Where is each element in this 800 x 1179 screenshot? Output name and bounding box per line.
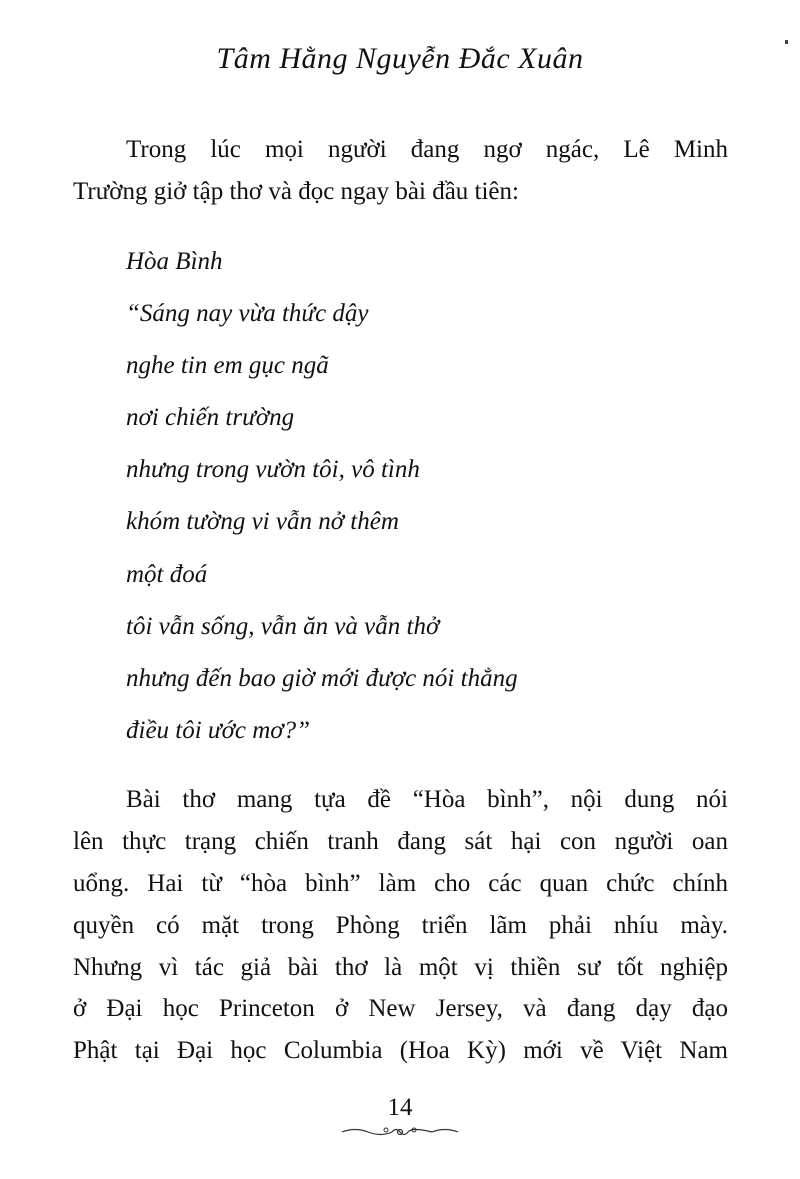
- paragraph-line: uổng. Hai từ “hòa bình” làm cho các quan chức chính: [73, 870, 728, 897]
- paragraph-line: lên thực trạng chiến tranh đang sát hại con người oan: [73, 828, 728, 855]
- paragraph-line: ở Đại học Princeton ở New Jersey, và đang dạy đạo: [73, 995, 728, 1022]
- ornament-divider-icon: [340, 1124, 460, 1140]
- page-number: 14: [387, 1094, 413, 1121]
- running-header: Tâm Hằng Nguyễn Đắc Xuân: [216, 42, 584, 75]
- poem-line: nghe tin em gục ngã: [126, 352, 329, 379]
- poem-title: Hòa Bình: [126, 248, 223, 275]
- poem-line: “Sáng nay vừa thức dậy: [126, 300, 369, 327]
- poem-line: một đoá: [126, 561, 208, 588]
- paragraph-line: Nhưng vì tác giả bài thơ là một vị thiền sư tốt nghiệp: [73, 954, 728, 981]
- intro-line: Trong lúc mọi người đang ngơ ngác, Lê Minh: [126, 136, 728, 163]
- paragraph-line: Phật tại Đại học Columbia (Hoa Kỳ) mới về Việt Nam: [73, 1037, 728, 1064]
- poem-line: tôi vẫn sống, vẫn ăn và vẫn thở: [126, 613, 440, 640]
- poem-line: nhưng đến bao giờ mới được nói thẳng: [126, 665, 518, 692]
- poem-line: điều tôi ước mơ?”: [126, 717, 311, 744]
- poem-line: nhưng trong vườn tôi, vô tình: [126, 456, 420, 483]
- poem-line: khóm tường vi vẫn nở thêm: [126, 508, 399, 535]
- paragraph-line: quyền có mặt trong Phòng triển lãm phải nhíu mày.: [73, 912, 728, 939]
- intro-line: Trường giở tập thơ và đọc ngay bài đầu tiên:: [73, 178, 519, 205]
- poem-line: nơi chiến trường: [126, 404, 295, 431]
- paragraph-line: Bài thơ mang tựa đề “Hòa bình”, nội dung nói: [126, 786, 728, 813]
